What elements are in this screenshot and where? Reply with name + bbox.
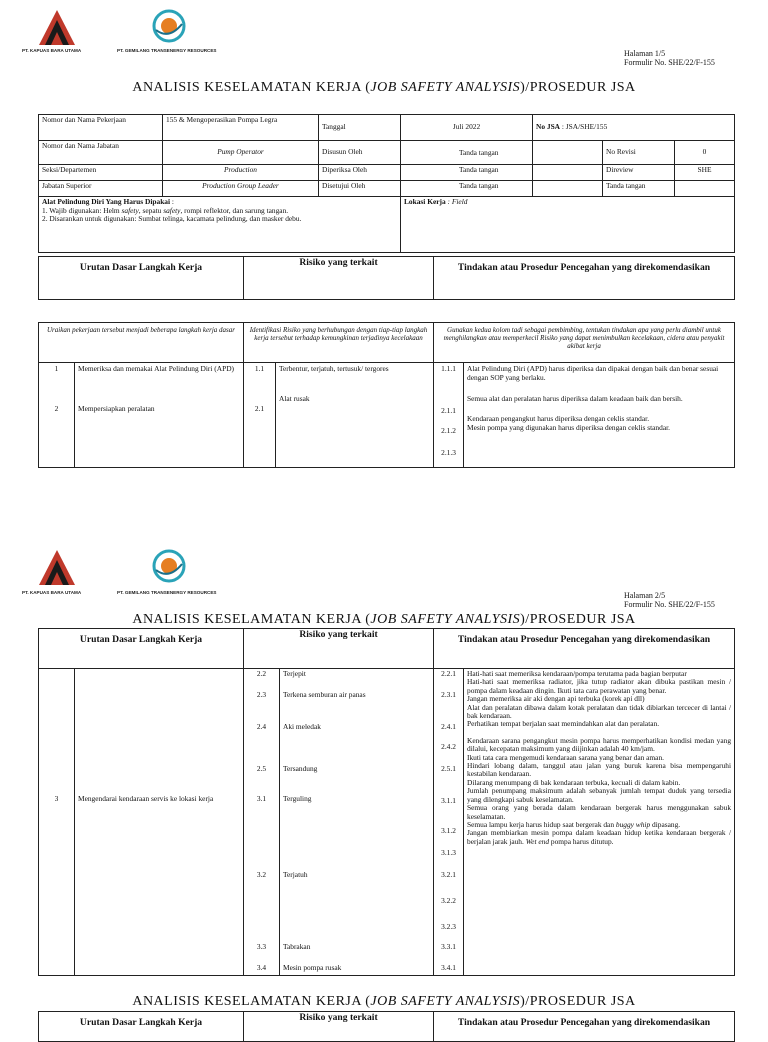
- logo-kapuas-2: [37, 548, 77, 586]
- steps-table-1: [38, 322, 735, 468]
- label-no-revisi: No Revisi: [603, 141, 675, 165]
- col-urutan-2: Urutan Dasar Langkah Kerja: [39, 629, 244, 669]
- no-jsa: No JSA : JSA/SHE/155: [533, 115, 735, 141]
- logo-gemilang: [152, 6, 186, 46]
- action-numbers-1: 1.1.1 2.1.1 2.1.2 2.1.3: [434, 363, 464, 468]
- column-header-1: [38, 256, 735, 300]
- kapuas-logo-icon-2: [37, 548, 77, 586]
- ttd-diperiksa-blank: [533, 165, 603, 181]
- col-risiko-3: Risiko yang terkait: [244, 1012, 434, 1042]
- value-nomor-pekerjaan: 155 & Mengoperasikan Pompa Legra: [163, 115, 319, 141]
- page-info-2: [624, 591, 715, 609]
- label-disetujui: Disetujui Oleh: [319, 181, 401, 197]
- label-direview: Direview: [603, 165, 675, 181]
- risk-numbers-2: 2.2 2.3 2.4 2.5 3.1 3.2 3.3 3.4: [244, 669, 280, 976]
- page-info-1: [624, 49, 715, 67]
- ttd-label-last: Tanda tangan: [603, 181, 675, 197]
- logo-gemilang-2: [152, 546, 186, 586]
- ttd-disusun: Tanda tangan: [401, 141, 533, 165]
- col-risiko-2: Risiko yang terkait: [244, 629, 434, 669]
- step-numbers-1: 1 2: [39, 363, 75, 468]
- formulir-1: Formulir No. SHE/22/F-155: [624, 58, 715, 67]
- info-table: [38, 114, 735, 253]
- col-tindakan-2: Tindakan atau Prosedur Pencegahan yang direkomendasikan: [434, 629, 735, 669]
- col-urutan-3: Urutan Dasar Langkah Kerja: [39, 1012, 244, 1042]
- apd-section: Alat Pelindung Diri Yang Harus Dipakai : 1. Wajib digunakan: Helm safety, sepatu safety, rompi reflektor, dan sarung tangan. 2. Disarankan untuk digunakan: Sumbat telinga, kacamata pelindung, dan masker debu.: [39, 197, 401, 253]
- doc-title-3: ANALISIS KESELAMATAN KERJA (JOB SAFETY ANALYSIS)/PROSEDUR JSA: [132, 994, 636, 1009]
- halaman-1: Halaman 1/5: [624, 49, 666, 58]
- logo-kapuas: [37, 8, 77, 46]
- ttd-disetujui-blank: [533, 181, 603, 197]
- gemilang-caption: PT. GEMILANG TRANSENERGY RESOURCES: [117, 48, 217, 53]
- value-direview: SHE: [675, 165, 735, 181]
- gemilang-logo-icon-2: [152, 546, 186, 586]
- label-tanggal: Tanggal: [319, 115, 401, 141]
- risk-text-1: Terbentur, terjatuh, tertusuk/ tergores Alat rusak: [276, 363, 434, 468]
- gemilang-caption-2: PT. GEMILANG TRANSENERGY RESOURCES: [117, 590, 217, 595]
- value-no-revisi: 0: [675, 141, 735, 165]
- gemilang-logo-icon: [152, 6, 186, 46]
- value-tanggal: Juli 2022: [401, 115, 533, 141]
- desc-urutan: Uraikan pekerjaan tersebut menjadi beberapa langkah kerja dasar: [39, 323, 244, 363]
- steps-table-2: [38, 628, 735, 976]
- halaman-2: Halaman 2/5: [624, 591, 666, 600]
- doc-title-2: ANALISIS KESELAMATAN KERJA (JOB SAFETY ANALYSIS)/PROSEDUR JSA: [132, 612, 636, 627]
- kapuas-caption: PT. KAPUAS BARA UTAMA: [22, 48, 82, 53]
- doc-title-1: ANALISIS KESELAMATAN KERJA (JOB SAFETY ANALYSIS)/PROSEDUR JSA: [132, 80, 636, 95]
- step-text-2: Mengendarai kendaraan servis ke lokasi kerja: [75, 669, 244, 976]
- ttd-last-blank: [675, 181, 735, 197]
- col-risiko: Risiko yang terkait: [244, 257, 434, 300]
- desc-tindakan: Gunakan kedua kolom tadi sebagai pembimbing, tentukan tindakan apa yang perlu diambil untuk menghilangkan atau memperkecil Risiko yang dapat menimbulkan kecelakaan, cidera atau penyakit akibat kerja: [434, 323, 735, 363]
- formulir-2: Formulir No. SHE/22/F-155: [624, 600, 715, 609]
- action-text-1: Alat Pelindung Diri (APD) harus diperiksa dan dipakai dengan baik dan benar sesuai dengan SOP yang berlaku. Semua alat dan peralatan harus diperiksa dalam keadaan baik dan bersih. Kendaraan pengangkut harus diperiksa dengan ceklis standar. Mesin pompa yang digunakan harus diperiksa dengan ceklis standar.: [464, 363, 735, 468]
- ttd-disusun-blank: [533, 141, 603, 165]
- kapuas-logo-icon: [37, 8, 77, 46]
- kapuas-caption-2: PT. KAPUAS BARA UTAMA: [22, 590, 82, 595]
- risk-numbers-1: 1.1 2.1: [244, 363, 276, 468]
- lokasi-kerja: Lokasi Kerja : Field: [401, 197, 735, 253]
- action-numbers-2: 2.2.1 2.3.1 2.4.1 2.4.2 2.5.1 3.1.1 3.1.2 3.1.3 3.2.1 3.2.2 3.2.3 3.3.1 3.4.1: [434, 669, 464, 976]
- value-atasan: Production Group Leader: [163, 181, 319, 197]
- value-seksi: Production: [163, 165, 319, 181]
- label-disusun: Disusun Oleh: [319, 141, 401, 165]
- label-nomor-pekerjaan: Nomor dan Nama Pekerjaan: [39, 115, 163, 141]
- col-urutan: Urutan Dasar Langkah Kerja: [39, 257, 244, 300]
- action-text-2: Hati-hati saat memeriksa kendaraan/pompa terutama pada bagian berputar Hati-hati saat memeriksa radiator, jika tutup radiator akan dibuka pastikan mesin / pompa dalam keadaan dingin. Ikuti tata cara perawatan yang benar. Jangan memeriksa air aki dengan api terbuka (korek api dll) Alat dan peralatan dibawa dalam kotak peralatan dan tidak dibiarkan tercecer di lantai / bak kendaraan. Perhatikan tempat berjalan saat memindahkan alat dan peralatan. Kendaraan sarana pengangkut mesin pompa harus memperhatikan kondisi medan yang dilalui, kecepatan maksimum yang diijinkan adalah 40 km/jam. Ikuti tata cara mengemudi kendaraan sarana yang benar dan aman. Hindari lobang dalam, tanggul atau jalan yang buruk karena bisa mempengaruhi kestabilan kendaraan. Dilarang menumpang di bak kendaraan terbuka, kecuali di dalam kabin. Jumlah penumpang maksimum adalah sebanyak jumlah tempat duduk yang tersedia yang dilengkapi sabuk keselamatan. Semua orang yang berada dalam kendaraan bergerak harus menggunakan sabuk keselamatan. Semua lampu kerja harus hidup saat bergerak dan buggy whip dipasang. Jangan membiarkan mesin pompa dalam keadaan hidup ketika kendaraan bergerak / berjalan jarak jauh. Wet end pompa harus ditutup.: [464, 669, 735, 976]
- label-diperiksa: Diperiksa Oleh: [319, 165, 401, 181]
- label-seksi: Seksi/Departemen: [39, 165, 163, 181]
- col-tindakan: Tindakan atau Prosedur Pencegahan yang direkomendasikan: [434, 257, 735, 300]
- ttd-diperiksa: Tanda tangan: [401, 165, 533, 181]
- col-tindakan-3: Tindakan atau Prosedur Pencegahan yang direkomendasikan: [434, 1012, 735, 1042]
- step-numbers-2: 3: [39, 669, 75, 976]
- column-header-3: [38, 1011, 735, 1042]
- label-nomor-jabatan: Nomor dan Nama Jabatan: [39, 141, 163, 165]
- ttd-disetujui: Tanda tangan: [401, 181, 533, 197]
- risk-text-2: Terjepit Terkena semburan air panas Aki meledak Tersandung Terguling Terjatuh Tabrakan Mesin pompa rusak: [280, 669, 434, 976]
- desc-risiko: Identifikasi Risiko yang berhubungan dengan tiap-tiap langkah kerja tersebut terhadap kemungkinan terjadinya kecelakaan: [244, 323, 434, 363]
- step-text-1: Memeriksa dan memakai Alat Pelindung Diri (APD) Mempersiapkan peralatan: [75, 363, 244, 468]
- label-atasan: Jabatan Superior: [39, 181, 163, 197]
- value-nomor-jabatan: Pump Operator: [163, 141, 319, 165]
